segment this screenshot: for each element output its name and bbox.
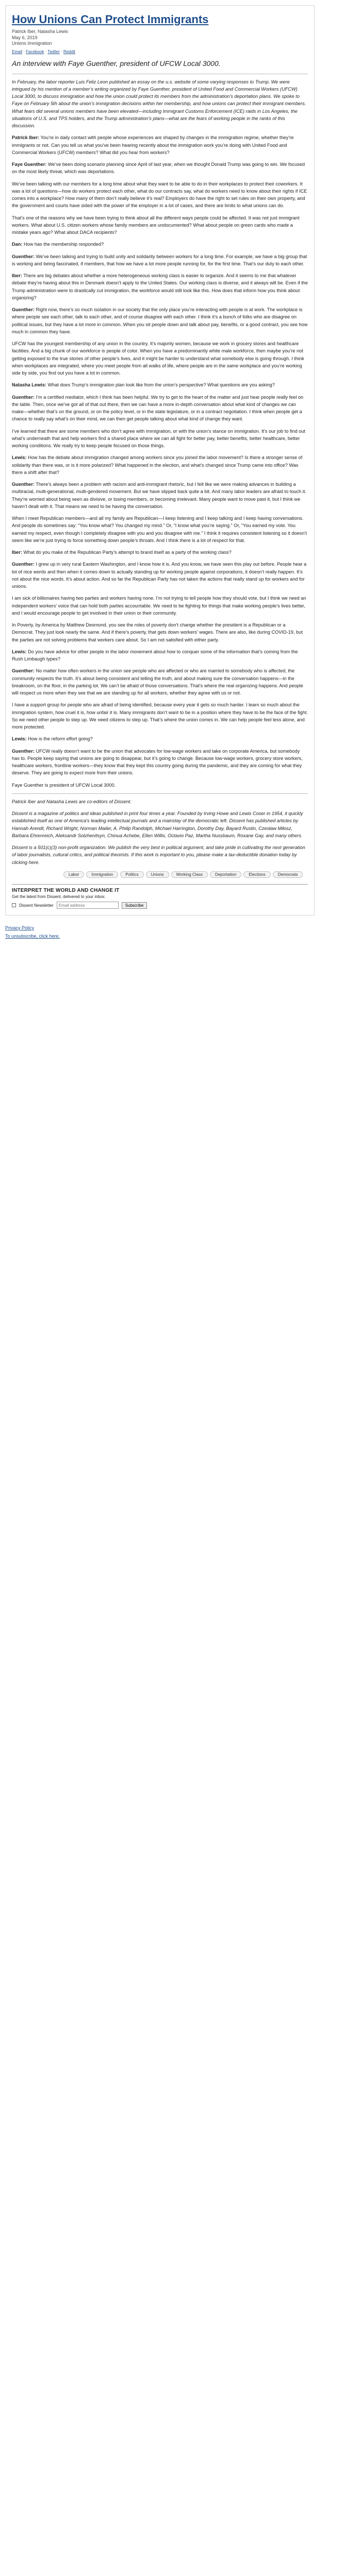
- publish-date: May 6, 2019: [12, 35, 38, 40]
- tag-chip[interactable]: Politics: [120, 871, 143, 878]
- newsletter-footer: [12, 884, 308, 909]
- paragraph-text: What do you make of the Republican Party’s attempt to brand itself as a party of the working class?: [23, 550, 232, 555]
- share-facebook-link[interactable]: Facebook: [26, 49, 44, 55]
- paragraph-text: That’s one of the reasons why we have been trying to think about all the different ways people could be affected. It was not just immigrant workers. What about U.S. citizen workers whose family members are undocumented? What about people on green cards who made a mistake years ago? What about DACA recipients?: [12, 215, 300, 235]
- paragraph-text: When I meet Republican members—and all my family are Republican—I keep listening and I keep talking and I keep having conversations. And people do sometimes say: “You know what? You changed my mind.” Or, “I know what you’re saying.” Or, “You earned my vote. You earned my respect, even though I completely disagree with you and you disagree with me.” I think it requires consistent listening so it doesn’t seem like we’re just trying to force something down people’s throats. And I think there is a lot of respect for that.: [12, 516, 307, 543]
- bios: [12, 798, 308, 866]
- speaker-label: Guenther:: [12, 668, 35, 674]
- speaker-label: Natasha Lewis:: [12, 382, 46, 388]
- paragraph: [12, 161, 308, 176]
- paragraph: [12, 134, 308, 156]
- unsubscribe-link[interactable]: To unsubscribe, click here.: [5, 934, 60, 939]
- paragraph: [12, 621, 308, 643]
- tag-list: [12, 871, 308, 878]
- bio-paragraph: Dissent is a 501(c)(3) non-profit organization. We publish the very best in political argument, and take pride in cultivating the next generation of labor journalists, cultural critics, and political theorists. If this work is important to you, please make a tax-deductible donation today by clicking here.: [12, 845, 305, 865]
- speaker-label: Patrick Iber:: [12, 135, 40, 141]
- paragraph-text: We’ve been talking and trying to build unity and solidarity between workers for a long time. For example, we have a big group that is working and being fascinated, if members, that how we have a lot more people running for, for the first time. That’s our duty to each other.: [12, 253, 307, 266]
- paragraph-text: How is the reform effort going?: [28, 736, 93, 742]
- paragraph: [12, 595, 308, 617]
- bio-paragraph: Dissent is a magazine of politics and ideas published in print four times a year. Founded by Irving Howe and Lewis Coser in 1954, it quickly established itself as one of America’s leading intellectual journals and a mainstay of the democratic left. Dissent has published articles by Hannah Arendt, Richard Wright, Norman Mailer, A. Philip Randolph, Michael Harrington, Dorothy Day, Bayard Rustin, Czesław Miłosz, Barbara Ehrenreich, Aleksandr Solzhenitsyn, Chinua Achebe, Ellen Willis, Octavio Paz, Martha Nussbaum, Roxane Gay, and many others.: [12, 811, 303, 838]
- share-links: Email · Facebook · Twitter · Reddit: [12, 49, 76, 55]
- paragraph-text: I’m a certified mediator, which I think has been helpful. We try to get to the heart of the matter and just hear people really feel on the table. Then, once we’ve got all of that out there, then we can have a more in-depth conversation about what kind of changes we can make—whether that’s on the ground, or on the policy level, or in the state legislature, or in a contract negotiation. I think when people get a chance to really say what’s on their mind, we can then get people talking about what kind of change they want.: [12, 394, 304, 422]
- paragraph: [12, 782, 308, 789]
- tag-chip[interactable]: Immigration: [86, 871, 118, 878]
- paragraph: [12, 381, 308, 388]
- speaker-label: Dan:: [12, 242, 23, 247]
- paragraph: [12, 701, 308, 731]
- authors: Patrick Iber, Natasha Lewis: [12, 29, 69, 35]
- privacy-policy-link[interactable]: Privacy Policy: [5, 925, 35, 931]
- paragraph: [12, 78, 308, 130]
- paragraph: [12, 515, 308, 544]
- speaker-label: Guenther:: [12, 253, 35, 259]
- paragraph-text: Right now, there’s so much isolation in our society that the only place you’re interacting with people is at work. The workplace is where people see each other, talk to each other, and of course disagree with each other. I think it’s a bunch of folks who are disagree on political issues, but they have a lot more in common. When you sit people down and talk about pay, benefits, or a good contract, you see how much in common they have.: [12, 307, 308, 334]
- paragraph: [12, 454, 308, 476]
- paragraph-text: UFCW really doesn’t want to be the union that advocates for low-wage workers and take on corporate America, but somebody has to. People keep saying that unions are going to disappear, but it’s going to change. Because low-wage workers, grocery store workers, healthcare workers, frontline workers—they know that they kept this country going during the pandemic, and they are coming for what they deserve. They are going to expect more from their unions.: [12, 748, 303, 776]
- paragraph-text: What does Trump’s immigration plan look like from the union’s perspective? What questions are you asking?: [47, 382, 275, 388]
- divider: [12, 793, 308, 794]
- paragraph: [12, 253, 308, 268]
- paragraph: [12, 394, 308, 423]
- email-input[interactable]: [57, 902, 119, 909]
- newsletter-checkbox[interactable]: [12, 903, 16, 907]
- speaker-label: Guenther:: [12, 394, 35, 400]
- tag-chip[interactable]: Working Class: [171, 871, 208, 878]
- tag-chip[interactable]: Elections: [243, 871, 270, 878]
- paragraph-text: There are big debates about whether a more heterogeneous working class is easier to organize. And it seems to me that whatever debate they’re having about this in Denmark doesn’t apply to the United States. Our working class is diverse, and it always will be. Even if the Trump administration were to drastically cut immigration, the workforce would still look like this. How does that inform how you think about organizing?: [12, 273, 308, 300]
- paragraph: [12, 561, 308, 590]
- paragraph-text: There’s always been a problem with racism and anti-immigrant rhetoric, but I felt like we were making advances in building a multiracial, multi-generational, multi-gendered movement. But we have slipped back quite a bit. And many labor leaders are afraid to touch it. They’re worried about being seen as divisive, or losing members, or becoming irrelevant. Many people want to move past it, but I think we haven’t dealt with it. That means we need to be having the conversation.: [12, 482, 306, 509]
- paragraph: [12, 667, 308, 697]
- paragraph-text: I am sick of billionaires having two parties and workers having none. I’m not trying to tell people how they should vote, but I think we need an independent workers’ voice that can hold both parties accountable. We need to be fighting for things that make working people’s lives better, and I would encourage people to get involved in their union or their community.: [12, 596, 306, 616]
- article-meta: [12, 29, 308, 46]
- speaker-label: Guenther:: [12, 748, 35, 754]
- paragraph: [12, 648, 308, 663]
- newsletter-form: [12, 902, 308, 909]
- page-title[interactable]: How Unions Can Protect Immigrants: [12, 13, 209, 26]
- paragraph: [12, 214, 308, 236]
- subscribe-button[interactable]: Subscribe: [122, 902, 147, 909]
- paragraph: [12, 180, 308, 210]
- article-subtitle: An interview with Faye Guenther, president of UFCW Local 3000.: [12, 59, 221, 68]
- speaker-label: Iber:: [12, 550, 22, 555]
- tag-chip[interactable]: Unions: [146, 871, 169, 878]
- paragraph: [12, 241, 308, 248]
- paragraph-text: Do you have advice for other people in the labor movement about how to conquer some of the information that’s coming from the Rush Limbaugh types?: [12, 649, 298, 662]
- share-twitter-link[interactable]: Twitter: [47, 49, 60, 55]
- speaker-label: Lewis:: [12, 455, 27, 461]
- paragraph-text: You’re in daily contact with people whose experiences are shaped by changes in the immigration regime, whether they’re immigrants or not. Can you tell us what you’ve been hearing recently about the immigration work you’re doing with United Food and Commercial Workers (UFCW) members? What did you hear from workers?: [12, 135, 294, 155]
- paragraph: [12, 272, 308, 301]
- speaker-label: Guenther:: [12, 562, 35, 567]
- paragraph: [12, 735, 308, 742]
- paragraph-text: In February, the labor reporter Luis Feliz Leon published an essay on the u.s. website of some varying responses to Trump. We were intrigued by his mention of a member’s writing organized by Faye Guenther, president of United Food and Commercial Workers (UFCW) Local 3000, to discuss immigration and how the union could protect its members from the administration’s deportation plans. We spoke to Faye on February 5th about the union’s immigration decisions within her membership, and how unions can protect their immigrant members. What fears did several unions members have been elevated—including Immigrant Customs Enforcement (ICE) raids in Los Angeles, the situations of U.S. and TPS holders, and the Trump administration’s plans—what are the fears of working people in the ranks of this discussion.: [12, 79, 306, 129]
- tag-chip[interactable]: Deportation: [210, 871, 241, 878]
- speaker-label: Guenther:: [12, 482, 35, 487]
- speaker-label: Guenther:: [12, 307, 35, 313]
- newsletter-checkbox-label: Dissent Newsletter: [19, 903, 54, 908]
- paragraph: [12, 340, 308, 377]
- article-body: [12, 78, 308, 789]
- paragraph-text: No matter how often workers in the union see people who are affected or who are married to somebody who is affected, the community respects the truth. It’s about being consistent and telling the truth, and about making sure the conversation happens—in the breakroom, on the floor, in the parking lot. We can’t be afraid of those conversations. That’s where the real organizing happens. And people will respect us more when they see that we are standing up for all workers, whether they agree with us or not.: [12, 668, 303, 696]
- speaker-label: Lewis:: [12, 649, 27, 654]
- bottom-links: [0, 916, 361, 944]
- paragraph-text: I grew up in very rural Eastern Washington, and I know how it is. And you know, we have seen this play out before. People hear a lot of nice words and then when it comes down to actually standing up for working people against corporations, it doesn’t really happen. It’s not about the nice words. It’s about action. And so far the Republican Party has not taken the actions that really stand up for workers and for unions.: [12, 562, 307, 589]
- paragraph: [12, 481, 308, 510]
- topics: Unions Immigration: [12, 40, 52, 46]
- footer-description: Get the latest from Dissent, delivered to your inbox.: [12, 894, 106, 899]
- paragraph-text: We’ve been doing scenario planning since April of last year, when we thought Donald Trump was going to win. We focused on the most likely threat, which was deportations.: [12, 162, 305, 175]
- paragraph-text: UFCW has the youngest membership of any union in the country. It’s majority women, because we work in grocery stores and healthcare facilities. And a big chunk of our workforce is people of color. When you have a predominantly white male workforce, then maybe you’re not getting exposed to the true stories of other people’s lives, and it might be harder to understand what somebody else is going through. I think when workplaces are integrated, where you meet people from all walks of life, where people are in the same workplace and you’re working side by side, you find out you have a lot in common.: [12, 341, 304, 376]
- speaker-label: Faye Guenther:: [12, 162, 47, 167]
- paragraph-text: Faye Guenther is president of UFCW Local 3000.: [12, 782, 116, 788]
- share-reddit-link[interactable]: Reddit: [63, 49, 76, 55]
- tag-chip[interactable]: Labor: [63, 871, 84, 878]
- share-email-link[interactable]: Email: [12, 49, 23, 55]
- footer-heading: INTERPRET THE WORLD AND CHANGE IT: [12, 887, 120, 893]
- article: [5, 5, 315, 916]
- paragraph: [12, 428, 308, 450]
- paragraph: [12, 306, 308, 335]
- tag-chip[interactable]: Democrats: [273, 871, 303, 878]
- paragraph-text: We’ve been talking with our members for a long time about what they want to be able to do in their workplaces to protect their coworkers. It was a lot of questions—how do workers protect each other, what do our contracts say, what do workers need to know about their rights if ICE comes into a workplace? How many of them don’t really believe it’s real? Employers do have the right to set rules on their own property, and the government and courts have sided with the power of the employer in a lot of cases, and there are limits to what unions can do.: [12, 181, 307, 209]
- speaker-label: Lewis:: [12, 736, 27, 742]
- paragraph-text: I have a support group for people who are afraid of being identified, because every year it gets so much harder. I learn so much about the immigration system, how cruel it is, how unfair it is. Many immigrants don’t want to be in a position where they have to be the face of the fight. So we need other people to step up. We need citizens to step up. That’s where the union comes in. We can help people feel less alone, and more protected.: [12, 702, 308, 730]
- paragraph: [12, 748, 308, 777]
- paragraph-text: I’ve learned that there are some members who don’t agree with immigration, or with the union’s stance on immigration. It’s our job to find out what’s underneath that and help workers find a shared place where we can all fight for better pay, better benefits, better healthcare, better working conditions. We really try to keep people focused on those things.: [12, 428, 306, 449]
- paragraph: [12, 549, 308, 556]
- bio-paragraph: Patrick Iber and Natasha Lewis are co-editors of Dissent.: [12, 799, 132, 804]
- speaker-label: Iber:: [12, 273, 22, 279]
- paragraph-text: How has the membership responded?: [23, 242, 104, 247]
- paragraph-text: How has the debate about immigration changed among workers since you joined the labor movement? Is there a stronger sense of solidarity than there was, or is it more polarized? What happened in the election, and what’s changed since Trump came into office? Was there a shift after that?: [12, 455, 303, 475]
- paragraph-text: In Poverty, by America by Matthew Desmond, you see the roles of poverty don’t change whether the president is a Republican or a Democrat. They just look nearly the same. And if there’s poverty, that gets down workers’ wages. There are also, like during COVID-19, but the parties are not solving problems that workers care about. So I am not satisfied with either party.: [12, 622, 303, 642]
